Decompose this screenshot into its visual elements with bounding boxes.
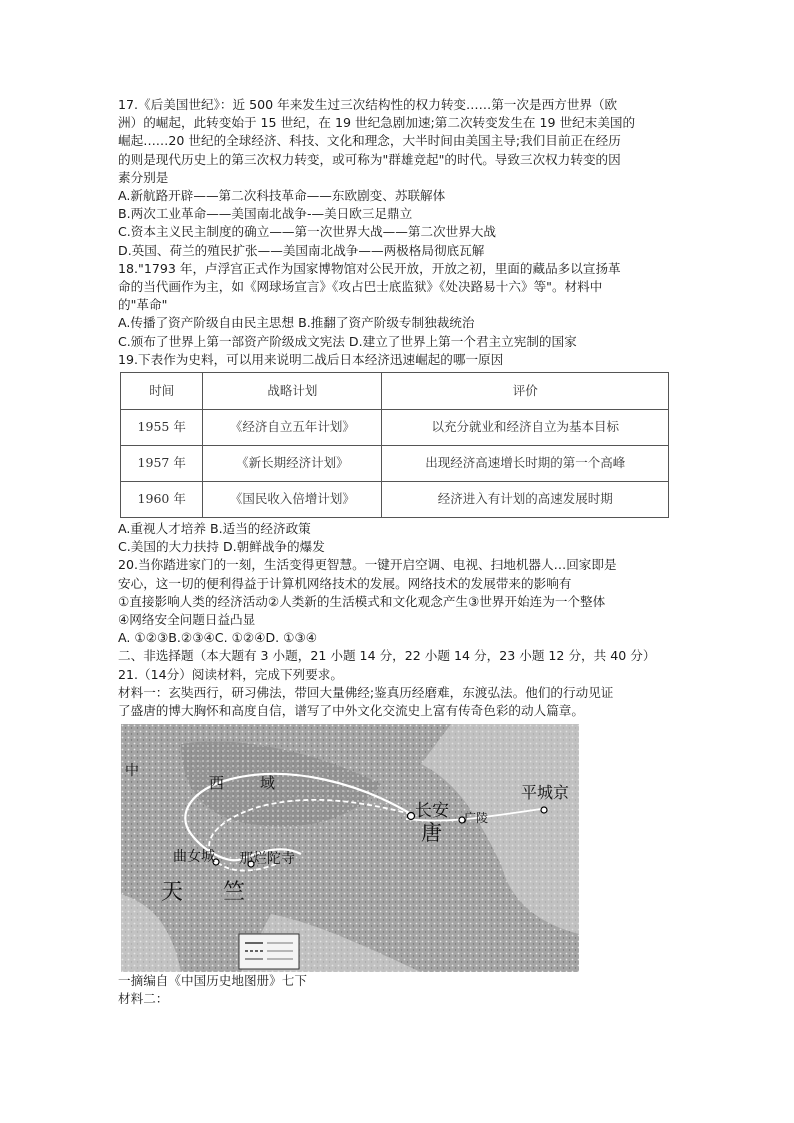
table-header-plan: 战略计划: [203, 373, 382, 410]
q17-stem-line: 崛起……20 世纪的全球经济、科技、文化和理念，大半时间由美国主导;我们目前正在经历: [118, 133, 621, 149]
question-18: [118, 260, 678, 351]
q17-stem-line: 素分别是: [118, 169, 169, 185]
q20-stem-line: 安心，这一切的便利得益于计算机网络技术的发展。网络技术的发展带来的影响有: [118, 575, 572, 591]
table-header-row: [121, 373, 669, 410]
q18-options-cd: C.颁布了世界上第一部资产阶级成文宪法 D.建立了世界上第一个君主立宪制的国家: [118, 333, 577, 349]
q19-stem: 19.下表作为史料，可以用来说明二战后日本经济迅速崛起的哪一原因: [118, 351, 504, 367]
q18-stem-line: 命的当代画作为主，如《网球场宣言》《攻占巴士底监狱》《处决路易十六》等"。材料中: [118, 279, 603, 295]
question-19: [118, 351, 678, 557]
exam-page: [118, 96, 678, 1009]
map-label-tang: 唐: [421, 821, 442, 846]
q17-option-d: D.英国、荷兰的殖民扩张——美国南北战争——两极格局彻底瓦解: [118, 242, 485, 258]
q18-stem-line: 18."1793 年，卢浮宫正式作为国家博物馆对公民开放，开放之初，里面的藏品多以宣扬革: [118, 260, 621, 276]
table-header-evaluation: 评价: [382, 373, 669, 410]
map-label-qunvcheng: 曲女城: [173, 849, 215, 866]
q20-options: A. ①②③B.②③④C. ①②④D. ①③④: [118, 630, 318, 646]
table-header-time: 时间: [121, 373, 203, 410]
table-cell-year: 1955 年: [121, 410, 203, 446]
table-cell-evaluation: 出现经济高速增长时期的第一个高峰: [382, 446, 669, 482]
q20-stem-line: 20.当你踏进家门的一刻，生活变得更智慧。一键开启空调、电视、扫地机器人…回家即是: [118, 557, 617, 573]
map-label-zhong: 中: [125, 763, 139, 780]
q17-stem-line: 的则是现代历史上的第三次权力转变，或可称为"群雄竞起"的时代。导致三次权力转变的因: [118, 151, 621, 167]
material1-line: 材料一：玄奘西行，研习佛法，带回大量佛经;鉴真历经磨难，东渡弘法。他们的行动见证: [118, 684, 614, 700]
table-row: [121, 446, 669, 482]
table-row: [121, 410, 669, 446]
q18-options-ab: A.传播了资产阶级自由民主思想 B.推翻了资产阶级专制独裁统治: [118, 315, 475, 331]
map-label-changan: 长安: [415, 801, 449, 822]
table-cell-plan: 《经济自立五年计划》: [203, 410, 382, 446]
q18-stem-line: 的"革命": [118, 297, 168, 313]
question-20: [118, 556, 678, 647]
map-label-western-regions: 西域: [209, 774, 312, 793]
material1-line: 了盛唐的博大胸怀和高度自信，谱写了中外文化交流史上富有传奇色彩的动人篇章。: [118, 703, 584, 719]
map-label-tianzhu: 天竺: [161, 880, 286, 906]
table-cell-plan: 《国民收入倍增计划》: [203, 482, 382, 518]
q19-options-cd: C.美国的大力扶持 D.朝鲜战争的爆发: [118, 539, 325, 555]
q17-stem-line: 17.《后美国世纪》：近 500 年来发生过三次结构性的权力转变……第一次是西方世界（欧: [118, 97, 618, 112]
historical-map: [121, 724, 579, 972]
map-label-guangling: 广陵: [464, 811, 489, 826]
table-cell-evaluation: 以充分就业和经济自立为基本目标: [382, 410, 669, 446]
q20-stem-line: ④网络安全问题日益凸显: [118, 612, 256, 628]
q19-options-ab: A.重视人才培养 B.适当的经济政策: [118, 521, 311, 537]
table-row: [121, 482, 669, 518]
q17-option-a: A.新航路开辟——第二次科技革命——东欧剧变、苏联解体: [118, 188, 446, 204]
section-nonchoice: [118, 647, 678, 1008]
q21-title: 21.（14分）阅读材料，完成下列要求。: [118, 666, 343, 682]
section-heading: 二、非选择题（本大题有 3 小题，21 小题 14 分，22 小题 14 分，23 小题 12 分，共 40 分）: [118, 648, 656, 664]
economic-plan-table: [120, 372, 669, 518]
table-cell-year: 1960 年: [121, 482, 203, 518]
q17-option-c: C.资本主义民主制度的确立——第一次世界大战——第二次世界大战: [118, 224, 497, 240]
material2-label: 材料二：: [118, 991, 169, 1007]
q20-stem-line: ①直接影响人类的经济活动②人类新的生活模式和文化观念产生③世界开始连为一个整体: [118, 593, 606, 609]
map-label-pingchengjing: 平城京: [521, 783, 570, 803]
map-caption: 一摘编自《中国历史地图册》七下: [118, 973, 307, 989]
table-cell-evaluation: 经济进入有计划的高速发展时期: [382, 482, 669, 518]
question-17: [118, 96, 678, 260]
table-cell-plan: 《新长期经济计划》: [203, 446, 382, 482]
q17-option-b: B.两次工业革命——美国南北战争-—美日欧三足鼎立: [118, 206, 413, 222]
map-label-nalanduo: 那烂陀寺: [239, 851, 295, 868]
table-cell-year: 1957 年: [121, 446, 203, 482]
q17-stem-line: 洲）的崛起，此转变始于 15 世纪，在 19 世纪急剧加速;第二次转变发生在 19 世纪末美国的: [118, 115, 636, 131]
